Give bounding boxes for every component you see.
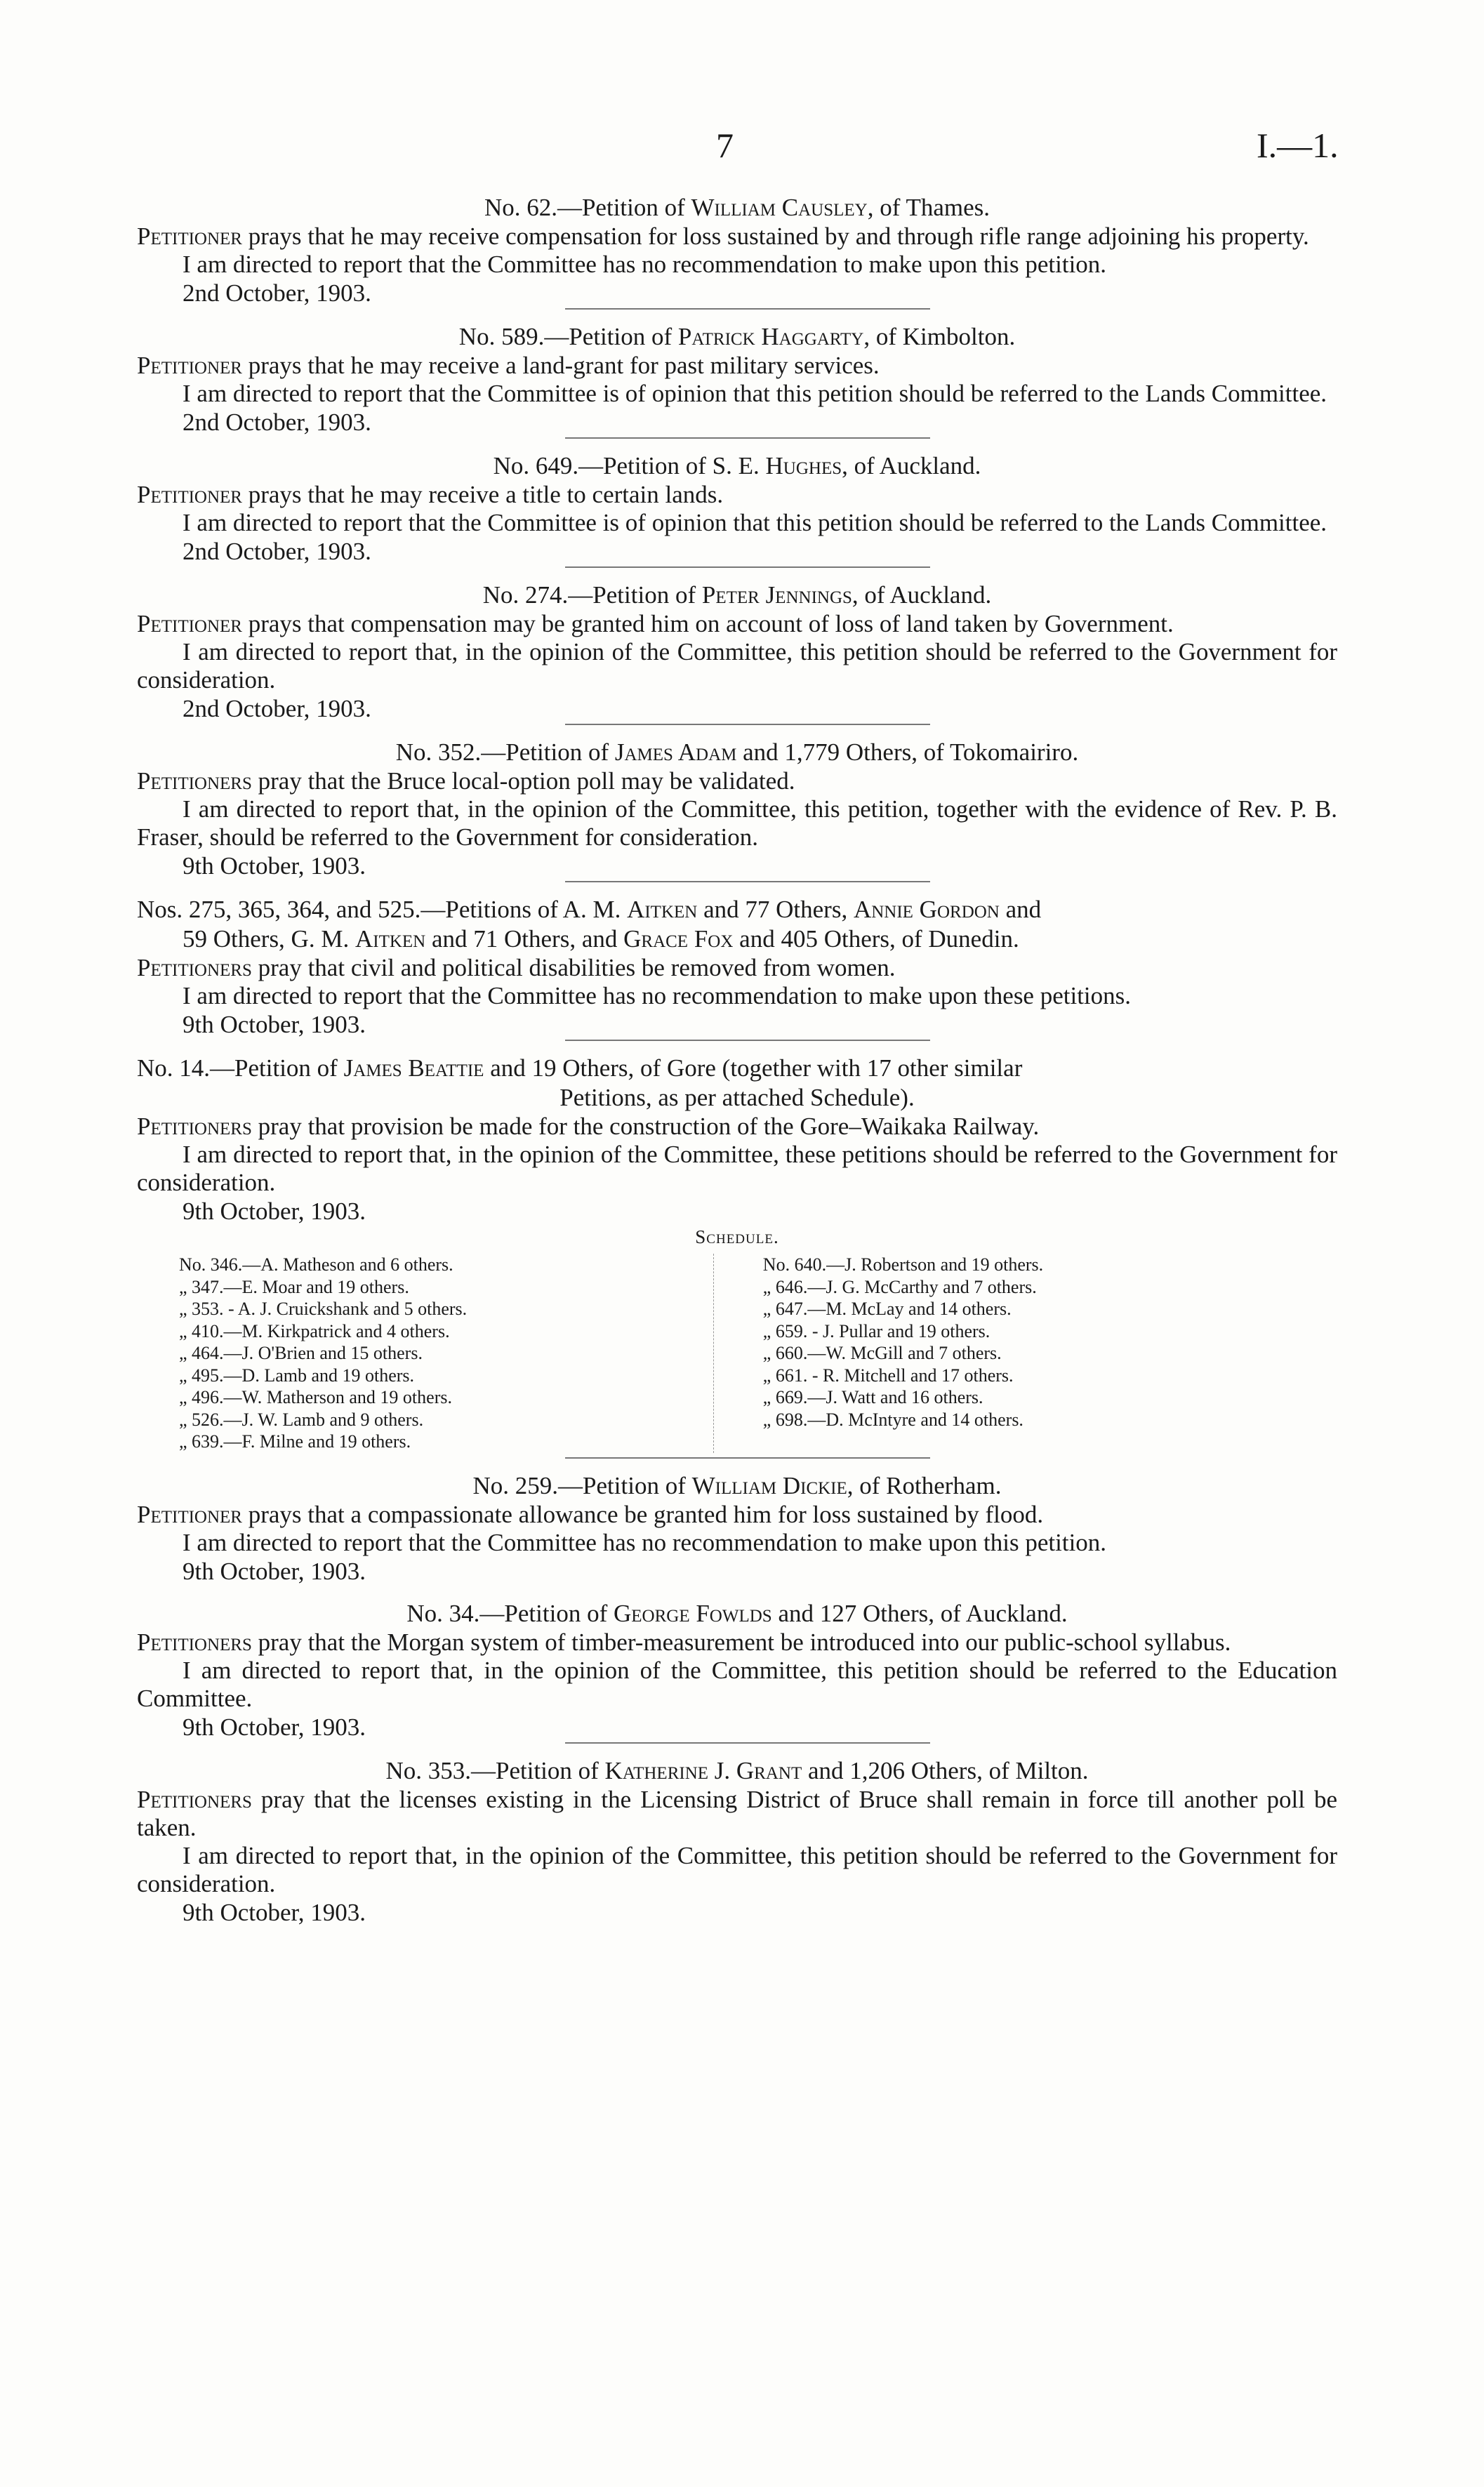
petition-block	[137, 1471, 1337, 1586]
schedule-entry: „ 661. - R. Mitchell and 17 others.	[762, 1365, 1014, 1386]
schedule-entry: „ 669.—J. Watt and 16 others.	[762, 1387, 983, 1407]
petition-block	[137, 1054, 1337, 1459]
schedule-entry: „ 495.—D. Lamb and 19 others.	[179, 1365, 415, 1386]
petition-block	[137, 738, 1337, 882]
committee-report: I am directed to report that, in the opinion of the Committee, this petition should be referred to the Government for consideration.	[137, 638, 1337, 694]
section-divider	[565, 1742, 930, 1744]
schedule-entry: „ 659. - J. Pullar and 19 others.	[762, 1320, 991, 1341]
petition-prayer: Petitioners pray that the licenses existing in the Licensing District of Bruce shall remain in force till another poll be taken.	[137, 1785, 1337, 1841]
schedule-column-right	[714, 1254, 1337, 1453]
schedule-entry: „ 353. - A. J. Cruickshank and 5 others.	[179, 1299, 468, 1319]
petition-title: Nos. 275, 365, 364, and 525.—Petitions of A. M. Aitken and 77 Others, Annie Gordon and 59 Others, G. M. Aitken and 71 Others, and Grace Fox and 405 Others, of Dunedin.	[137, 896, 1042, 953]
petition-block	[137, 193, 1337, 310]
section-divider	[565, 1457, 930, 1459]
page-number: 7	[716, 126, 734, 165]
schedule-entry: No. 640.—J. Robertson and 19 others.	[762, 1254, 1044, 1275]
petition-title: No. 34.—Petition of George Fowlds and 127 Others, of Auckland.	[406, 1599, 1068, 1627]
section-divider	[565, 724, 930, 725]
petition-prayer: Petitioners pray that provision be made for the construction of the Gore–Waikaka Railway.	[137, 1113, 1040, 1140]
schedule-entry: No. 346.—A. Matheson and 6 others.	[179, 1254, 453, 1275]
schedule-entry: „ 646.—J. G. McCarthy and 7 others.	[762, 1276, 1037, 1297]
report-date: 2nd October, 1903.	[183, 695, 371, 722]
committee-report: I am directed to report that the Committee is of opinion that this petition should be referred to the Lands Committee.	[183, 380, 1327, 407]
committee-report: I am directed to report that the Committee has no recommendation to make upon these petitions.	[183, 982, 1132, 1009]
committee-report: I am directed to report that the Committee has no recommendation to make upon this petition.	[183, 1528, 1107, 1556]
petition-block	[137, 322, 1337, 439]
schedule-entry: „ 496.—W. Matherson and 19 others.	[179, 1387, 452, 1407]
report-date: 2nd October, 1903.	[183, 538, 371, 565]
committee-report: I am directed to report that, in the opinion of the Committee, these petitions should be referred to the Government for consideration.	[137, 1141, 1337, 1196]
petition-prayer: Petitioners pray that civil and political disabilities be removed from women.	[137, 954, 896, 981]
schedule-entry: „ 647.—M. McLay and 14 others.	[762, 1299, 1012, 1319]
schedule-entry: „ 410.—M. Kirkpatrick and 4 others.	[179, 1320, 450, 1341]
petition-block	[137, 895, 1337, 1041]
report-date: 9th October, 1903.	[183, 1713, 366, 1741]
petition-title: No. 62.—Petition of William Causley, of Thames.	[484, 194, 991, 221]
report-date: 9th October, 1903.	[183, 1011, 366, 1038]
committee-report: I am directed to report that, in the opinion of the Committee, this petition should be referred to the Government for consideration.	[137, 1841, 1337, 1897]
report-date: 9th October, 1903.	[183, 1198, 366, 1225]
petition-title: No. 649.—Petition of S. E. Hughes, of Auckland.	[493, 452, 981, 479]
petition-title: No. 14.—Petition of James Beattie and 19 Others, of Gore (together with 17 other similar Petitions, as per attached Schedule).	[137, 1054, 1023, 1111]
report-date: 9th October, 1903.	[183, 852, 366, 880]
document-reference: I.—1.	[1257, 126, 1339, 165]
section-divider	[565, 1040, 930, 1041]
committee-report: I am directed to report that the Committee is of opinion that this petition should be referred to the Lands Committee.	[183, 509, 1327, 536]
petition-block	[137, 1599, 1337, 1744]
petition-prayer: Petitioner prays that he may receive a land-grant for past military services.	[137, 352, 880, 379]
petition-prayer: Petitioners pray that the Morgan system of timber-measurement be introduced into our public-school syllabus.	[137, 1628, 1231, 1656]
petition-title: No. 274.—Petition of Peter Jennings, of Auckland.	[482, 581, 992, 609]
schedule-entry: „ 526.—J. W. Lamb and 9 others.	[179, 1409, 424, 1430]
petition-prayer: Petitioner prays that he may receive a title to certain lands.	[137, 481, 724, 508]
petition-block	[137, 451, 1337, 568]
section-divider	[565, 566, 930, 568]
section-divider	[565, 437, 930, 439]
petition-title: No. 589.—Petition of Patrick Haggarty, of Kimbolton.	[458, 323, 1016, 350]
petition-title: No. 352.—Petition of James Adam and 1,779 Others, of Tokomairiro.	[395, 738, 1079, 766]
report-date: 2nd October, 1903.	[183, 279, 371, 307]
committee-report: I am directed to report that the Committee has no recommendation to make upon this petition.	[183, 251, 1107, 278]
schedule-column-left	[137, 1254, 714, 1453]
schedule-heading: Schedule.	[695, 1226, 779, 1247]
schedule-entry: „ 639.—F. Milne and 19 others.	[179, 1431, 411, 1452]
petition-title: No. 353.—Petition of Katherine J. Grant and 1,206 Others, of Milton.	[385, 1756, 1089, 1784]
petition-block	[137, 581, 1337, 725]
report-date: 2nd October, 1903.	[183, 409, 371, 436]
section-divider	[565, 881, 930, 882]
report-date: 9th October, 1903.	[183, 1898, 366, 1926]
schedule-entry: „ 347.—E. Moar and 19 others.	[179, 1276, 409, 1297]
schedule-table	[137, 1254, 1337, 1453]
schedule-entry: „ 464.—J. O'Brien and 15 others.	[179, 1343, 423, 1363]
report-date: 9th October, 1903.	[183, 1557, 366, 1585]
petition-block	[137, 1756, 1337, 1928]
schedule-entry: „ 698.—D. McIntyre and 14 others.	[762, 1409, 1023, 1430]
committee-report: I am directed to report that, in the opinion of the Committee, this petition should be referred to the Education Committee.	[137, 1656, 1337, 1712]
petition-prayer: Petitioner prays that he may receive compensation for loss sustained by and through rifle range adjoining his property.	[137, 223, 1309, 250]
petition-prayer: Petitioner prays that a compassionate allowance be granted him for loss sustained by flood.	[137, 1500, 1044, 1528]
petition-title: No. 259.—Petition of William Dickie, of Rotherham.	[472, 1471, 1002, 1499]
schedule-entry: „ 660.—W. McGill and 7 others.	[762, 1343, 1002, 1363]
petition-prayer: Petitioner prays that compensation may be granted him on account of loss of land taken by Government.	[137, 610, 1174, 637]
page-content	[137, 193, 1337, 1940]
petition-prayer: Petitioners pray that the Bruce local-option poll may be validated.	[137, 767, 795, 795]
section-divider	[565, 308, 930, 310]
committee-report: I am directed to report that, in the opinion of the Committee, this petition, together with the evidence of Rev. P. B. Fraser, should be referred to the Government for consideration.	[137, 795, 1337, 851]
